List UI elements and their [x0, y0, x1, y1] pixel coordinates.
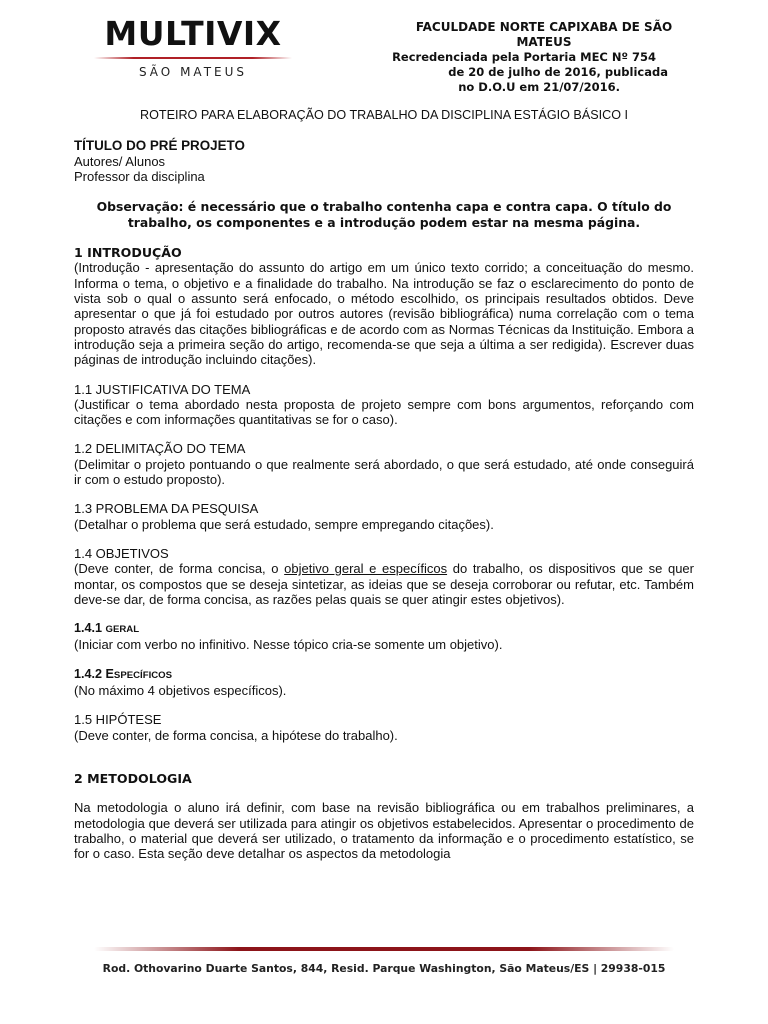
- delimitation-text: (Delimitar o projeto pontuando o que realmente será abordado, o que será estudado, até onde conseguirá ir com o estudo proposto).: [74, 456, 694, 488]
- document-title: ROTEIRO PARA ELABORAÇÃO DO TRABALHO DA DISCIPLINA ESTÁGIO BÁSICO I: [139, 108, 629, 122]
- introduction-text: (Introdução - apresentação do assunto do artigo em um único texto corrido; a conceituação do mesmo. Informa o tema, o objetivo e a finalidade do trabalho. Na introdução se faz o esclarecimento do ponto de vista sob o qual o assunto será enfocado, o método escolhido, os principais resultados obtidos. Deve apresentar o que já foi estudado por outros autores (revisão bibliográfica) numa correlação com o tema proposto através das citações bibliográficas e de acordo com as Normas Técnicas da Instituição. Embora a introdução seja a primeira seção do artigo, recomenda-se que seja a última a ser redigida). Escrever duas páginas de introdução incluindo citações).: [74, 260, 694, 368]
- section-heading-introduction: 1 INTRODUÇÃO: [74, 245, 182, 261]
- section-heading-methodology: 2 METODOLOGIA: [74, 770, 192, 786]
- hypothesis-text: (Deve conter, de forma concisa, a hipótese do trabalho).: [74, 727, 398, 743]
- specific-objectives-label: SPECÍFICOS: [113, 669, 173, 681]
- footer-divider: [94, 947, 674, 951]
- institution-line: de 20 de julho de 2016, publicada: [448, 65, 668, 79]
- problem-text: (Detalhar o problema que será estudado, sempre empregando citações).: [74, 516, 494, 532]
- pre-project-title: TÍTULO DO PRÉ PROJETO: [74, 138, 245, 154]
- page-footer: [0, 940, 768, 1000]
- specific-objectives-text: (No máximo 4 objetivos específicos).: [74, 683, 287, 699]
- section-heading-hypothesis: 1.5 HIPÓTESE: [74, 712, 162, 728]
- objectives-text: [74, 561, 694, 607]
- logo-subtitle: SÃO MATEUS: [138, 65, 248, 79]
- institution-name: FACULDADE NORTE CAPIXABA DE SÃO MATEUS: [415, 20, 673, 49]
- specific-objectives-initial: E: [105, 666, 114, 681]
- objectives-text-end: do trabalho, os dispositivos que se quer montar, os compostos que se deseja sintetizar, as ideias que se deseja corroborar ou refutar, etc. Também deve-se dar, de forma concisa, as razões pelas quais se quer atingir estes objetivos).: [74, 561, 694, 607]
- section-heading-specific-objectives: [74, 667, 694, 683]
- page-header: [0, 0, 768, 100]
- document-body: [74, 108, 694, 861]
- institution-line: Recredenciada pela Portaria MEC Nº 754: [392, 50, 656, 64]
- section-heading-general-objective: [74, 621, 694, 637]
- section-heading-objectives: 1.4 OBJETIVOS: [74, 545, 169, 561]
- logo-divider: [94, 57, 292, 59]
- professor-line: Professor da disciplina: [74, 168, 205, 184]
- objectives-text-start: (Deve conter, de forma concisa, o: [74, 561, 285, 577]
- general-objective-text: (Iniciar com verbo no infinitivo. Nesse tópico cria-se somente um objetivo).: [74, 637, 503, 653]
- justification-text: (Justificar o tema abordado nesta proposta de projeto sempre com bons argumentos, reforçando com citações e com informações quantitativas se for o caso).: [74, 396, 694, 428]
- logo-wordmark: MULTIVIX: [104, 14, 282, 53]
- footer-address: Rod. Othovarino Duarte Santos, 844, Resid. Parque Washington, São Mateus/ES | 29938-015: [102, 962, 666, 975]
- section-heading-delimitation: 1.2 DELIMITAÇÃO DO TEMA: [74, 441, 246, 457]
- multivix-logo: [88, 14, 298, 79]
- general-objective-number: 1.4.1: [74, 621, 106, 636]
- objectives-underlined-phrase: objetivo geral e específicos: [284, 561, 448, 577]
- general-objective-label: GERAL: [105, 624, 140, 636]
- specific-objectives-number: 1.4.2: [74, 666, 106, 681]
- section-heading-problem: 1.3 PROBLEMA DA PESQUISA: [74, 501, 259, 517]
- institution-line: no D.O.U em 21/07/2016.: [458, 80, 620, 94]
- observation-note: Observação: é necessário que o trabalho contenha capa e contra capa. O título do trabalho, os componentes e a introdução podem estar na mesma página.: [96, 199, 672, 231]
- institution-info: [364, 20, 684, 95]
- methodology-text: Na metodologia o aluno irá definir, com base na revisão bibliográfica ou em trabalhos preliminares, a metodologia que deverá ser utilizada para atingir os objetivos estabelecidos. Apresentar o procedimento de trabalho, o material que deverá ser utilizado, o tratamento da informação e o procedimento estatístico, se for o caso. Esta seção deve detalhar os aspectos da metodologia: [74, 800, 694, 862]
- section-heading-justification: 1.1 JUSTIFICATIVA DO TEMA: [74, 381, 251, 397]
- authors-line: Autores/ Alunos: [74, 153, 166, 169]
